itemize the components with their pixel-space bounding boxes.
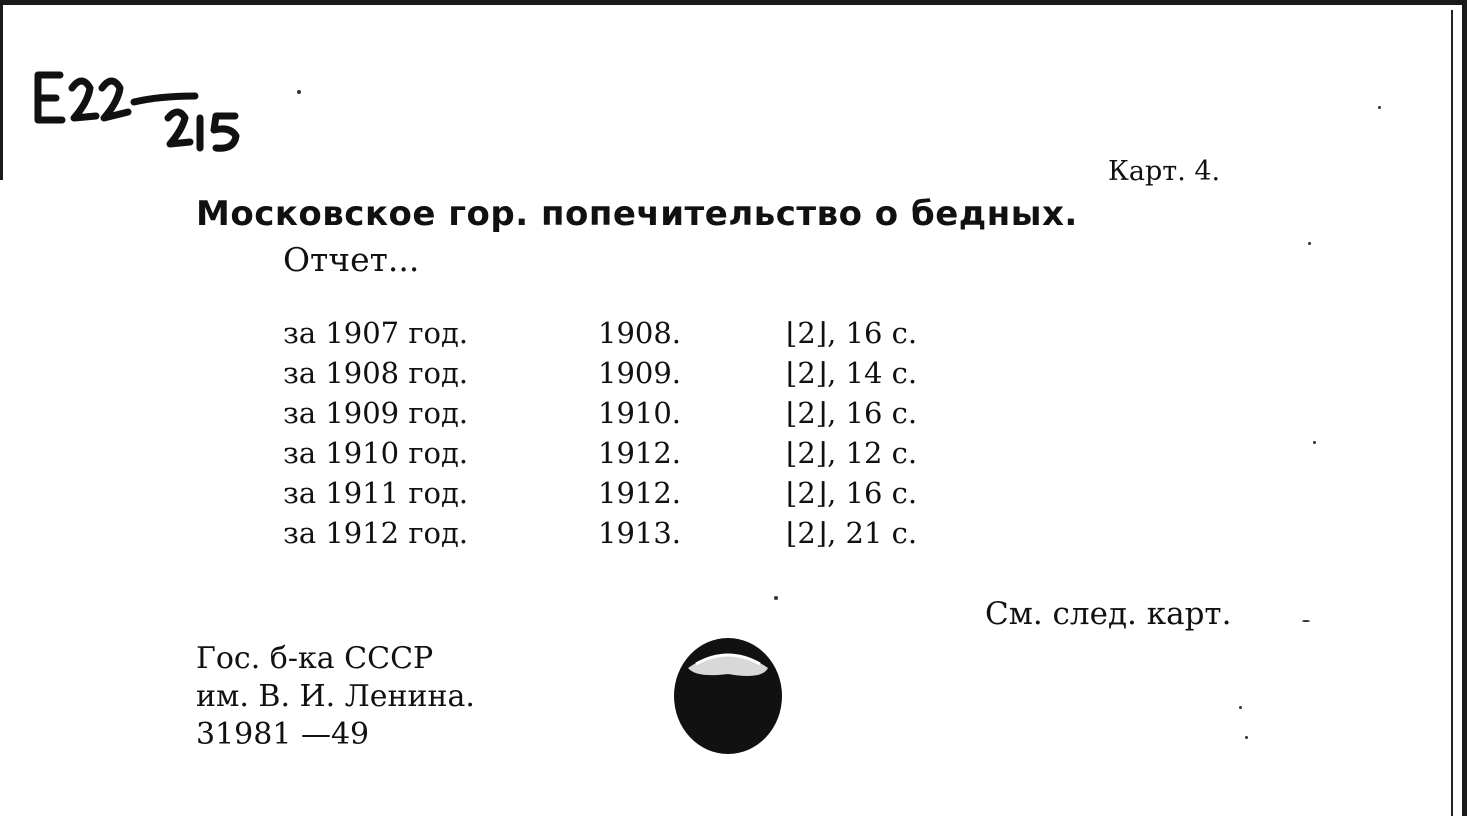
library-line: 31981 —49 <box>196 717 370 752</box>
library-line: им. В. И. Ленина. <box>196 679 475 714</box>
report-period: за 1908 год. <box>283 356 469 390</box>
report-period: за 1907 год. <box>283 316 469 350</box>
report-pages: ⌊2⌋, 12 с. <box>786 436 918 470</box>
report-period: за 1911 год. <box>283 476 469 510</box>
table-row <box>283 473 1036 513</box>
table-row <box>283 393 1036 433</box>
library-line: Гос. б-ка СССР <box>196 641 434 676</box>
report-pages: ⌊2⌋, 14 с. <box>786 356 918 390</box>
dust-speck <box>1378 106 1381 109</box>
report-year: 1913. <box>598 516 682 550</box>
see-next-card-note: См. след. карт. <box>985 596 1232 632</box>
report-period: за 1909 год. <box>283 396 469 430</box>
report-year: 1908. <box>598 316 682 350</box>
table-row <box>283 433 1036 473</box>
table-row <box>283 313 1036 353</box>
card-right-edge <box>1462 0 1467 816</box>
table-row <box>283 513 1036 553</box>
dust-speck <box>1313 441 1316 444</box>
dust-speck <box>1308 242 1311 245</box>
report-year: 1909. <box>598 356 682 390</box>
report-year: 1912. <box>598 436 682 470</box>
reports-table <box>283 313 1036 553</box>
card-left-edge <box>0 0 3 180</box>
card-number: Карт. 4. <box>1108 156 1221 187</box>
card-right-inner-edge <box>1451 10 1453 816</box>
subheading-title: Отчет... <box>283 240 420 279</box>
report-year: 1910. <box>598 396 682 430</box>
dust-speck <box>1239 706 1242 709</box>
heading-title: Московское гор. попечительство о бедных. <box>196 194 1078 234</box>
dust-speck <box>1302 620 1310 622</box>
dust-speck <box>774 596 778 600</box>
report-pages: ⌊2⌋, 16 с. <box>786 316 918 350</box>
dust-speck <box>297 90 301 94</box>
card-top-edge <box>0 0 1467 5</box>
handwritten-shelfmark <box>30 60 260 170</box>
table-row <box>283 353 1036 393</box>
punch-hole <box>666 630 786 758</box>
report-pages: ⌊2⌋, 21 с. <box>786 516 918 550</box>
report-period: за 1910 год. <box>283 436 469 470</box>
report-year: 1912. <box>598 476 682 510</box>
library-imprint <box>196 640 475 754</box>
dust-speck <box>1245 736 1248 739</box>
report-pages: ⌊2⌋, 16 с. <box>786 476 918 510</box>
report-pages: ⌊2⌋, 16 с. <box>786 396 918 430</box>
report-period: за 1912 год. <box>283 516 469 550</box>
